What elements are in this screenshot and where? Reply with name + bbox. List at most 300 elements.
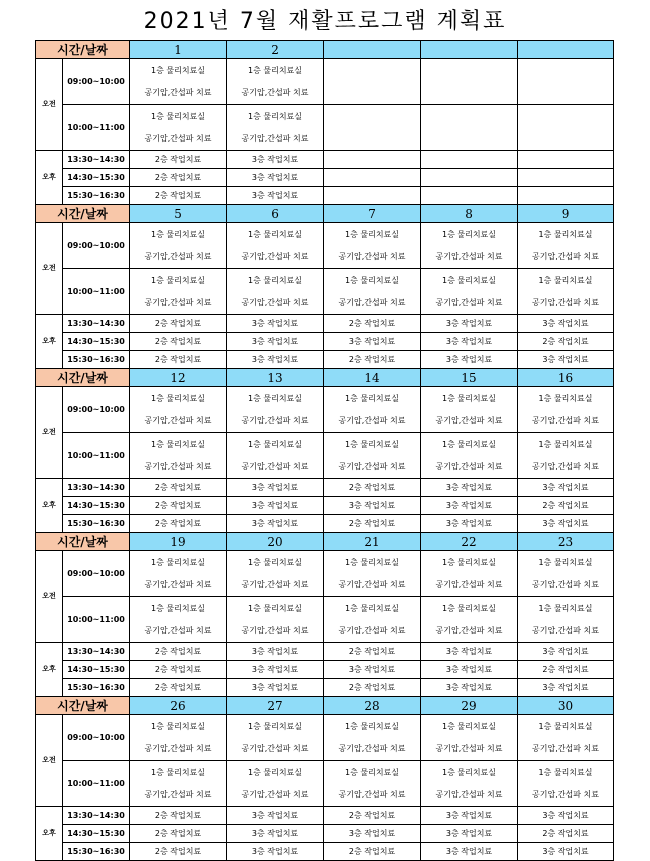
program-therapy: 공기압,간섭파 치료 [532,579,599,589]
program-therapy: 공기압,간섭파 치료 [338,297,406,307]
time-slot: 09:00~10:00 [63,59,130,105]
time-date-header: 시간/날짜 [36,369,130,387]
schedule-cell [130,387,227,433]
program-therapy: 공기압,간섭파 치료 [435,461,503,471]
date-cell: 12 [130,369,227,387]
program-room: 1층 물리치료실 [442,229,497,239]
morning-label: 오전 [36,715,63,807]
program-room: 1층 물리치료실 [248,603,303,613]
schedule-cell [324,223,421,269]
program-therapy: 공기압,간섭파 치료 [435,789,503,799]
program-room: 1층 물리치료실 [538,229,593,239]
schedule-cell [324,715,421,761]
program-room: 1층 물리치료실 [151,393,206,403]
morning-row [36,223,614,269]
time-date-header: 시간/날짜 [36,41,130,59]
afternoon-row [36,679,614,697]
schedule-cell: 3층 작업치료 [518,807,614,825]
schedule-cell: 3층 작업치료 [227,315,324,333]
schedule-cell [518,387,614,433]
schedule-cell [324,151,421,169]
program-therapy: 공기압,간섭파 치료 [338,461,406,471]
time-slot: 15:30~16:30 [63,351,130,369]
schedule-table [35,40,614,861]
program-room: 1층 물리치료실 [442,393,497,403]
schedule-cell [130,551,227,597]
program-room: 1층 물리치료실 [248,439,303,449]
date-cell: 28 [324,697,421,715]
program-therapy: 공기압,간섭파 치료 [241,461,309,471]
morning-row [36,59,614,105]
program-room: 1층 물리치료실 [151,65,206,75]
date-cell: 30 [518,697,614,715]
schedule-cell [518,269,614,315]
program-room: 1층 물리치료실 [538,767,593,777]
time-slot: 10:00~11:00 [63,597,130,643]
schedule-cell: 2층 작업치료 [130,825,227,843]
program-therapy: 공기압,간섭파 치료 [532,297,599,307]
time-slot: 10:00~11:00 [63,105,130,151]
time-slot: 15:30~16:30 [63,515,130,533]
program-room: 1층 물리치료실 [151,229,206,239]
schedule-cell [518,597,614,643]
schedule-cell [227,597,324,643]
morning-label: 오전 [36,223,63,315]
week-header-row [36,697,614,715]
afternoon-label: 오후 [36,643,63,697]
schedule-cell [518,433,614,479]
schedule-cell: 3층 작업치료 [421,315,518,333]
time-date-header: 시간/날짜 [36,533,130,551]
program-room: 1층 물리치료실 [442,767,497,777]
schedule-cell: 2층 작업치료 [518,825,614,843]
afternoon-label: 오후 [36,151,63,205]
schedule-cell: 3층 작업치료 [421,825,518,843]
program-therapy: 공기압,간섭파 치료 [241,789,309,799]
schedule-cell: 3층 작업치료 [421,497,518,515]
program-room: 1층 물리치료실 [345,721,400,731]
date-cell: 6 [227,205,324,223]
schedule-cell [130,597,227,643]
schedule-cell: 2층 작업치료 [324,351,421,369]
morning-label: 오전 [36,387,63,479]
schedule-cell [421,151,518,169]
schedule-cell [324,59,421,105]
program-therapy: 공기압,간섭파 치료 [144,789,212,799]
afternoon-row [36,643,614,661]
schedule-cell [518,715,614,761]
program-therapy: 공기압,간섭파 치료 [532,251,599,261]
program-room: 1층 물리치료실 [151,557,206,567]
morning-row [36,761,614,807]
schedule-cell: 3층 작업치료 [518,315,614,333]
schedule-cell [227,59,324,105]
schedule-cell: 3층 작업치료 [324,333,421,351]
schedule-cell [227,551,324,597]
schedule-cell [227,387,324,433]
schedule-cell: 3층 작업치료 [421,661,518,679]
program-room: 1층 물리치료실 [442,603,497,613]
program-room: 1층 물리치료실 [345,393,400,403]
schedule-cell [518,761,614,807]
schedule-cell [130,269,227,315]
schedule-cell [421,59,518,105]
schedule-cell [518,551,614,597]
date-cell: 29 [421,697,518,715]
schedule-cell [518,151,614,169]
time-slot: 14:30~15:30 [63,169,130,187]
schedule-cell [421,387,518,433]
schedule-cell [518,187,614,205]
time-date-header: 시간/날짜 [36,697,130,715]
schedule-cell [227,223,324,269]
program-room: 1층 물리치료실 [345,439,400,449]
program-room: 1층 물리치료실 [248,557,303,567]
schedule-cell [130,223,227,269]
time-date-header: 시간/날짜 [36,205,130,223]
date-cell: 23 [518,533,614,551]
time-slot: 13:30~14:30 [63,643,130,661]
schedule-cell: 3층 작업치료 [421,351,518,369]
schedule-cell: 2층 작업치료 [130,151,227,169]
week-header-row [36,205,614,223]
program-therapy: 공기압,간섭파 치료 [241,133,309,143]
program-therapy: 공기압,간섭파 치료 [144,461,212,471]
program-therapy: 공기압,간섭파 치료 [435,297,503,307]
schedule-cell: 2층 작업치료 [324,315,421,333]
afternoon-row [36,187,614,205]
afternoon-row [36,151,614,169]
program-therapy: 공기압,간섭파 치료 [338,415,406,425]
time-slot: 14:30~15:30 [63,497,130,515]
schedule-cell: 3층 작업치료 [227,515,324,533]
morning-label: 오전 [36,551,63,643]
time-slot: 15:30~16:30 [63,679,130,697]
program-therapy: 공기압,간섭파 치료 [435,579,503,589]
program-room: 1층 물리치료실 [538,557,593,567]
time-slot: 13:30~14:30 [63,315,130,333]
program-room: 1층 물리치료실 [248,721,303,731]
program-room: 1층 물리치료실 [345,767,400,777]
schedule-cell [324,187,421,205]
schedule-cell: 2층 작업치료 [324,479,421,497]
date-cell: 13 [227,369,324,387]
afternoon-row [36,351,614,369]
date-cell: 20 [227,533,324,551]
schedule-cell: 3층 작업치료 [227,497,324,515]
program-room: 1층 물리치료실 [248,229,303,239]
schedule-cell: 3층 작업치료 [227,333,324,351]
program-therapy: 공기압,간섭파 치료 [532,415,599,425]
program-room: 1층 물리치료실 [442,439,497,449]
program-room: 1층 물리치료실 [151,721,206,731]
program-room: 1층 물리치료실 [248,111,303,121]
afternoon-row [36,807,614,825]
date-cell: 7 [324,205,421,223]
schedule-cell: 2층 작업치료 [324,679,421,697]
date-cell: 14 [324,369,421,387]
afternoon-label: 오후 [36,315,63,369]
schedule-cell [421,597,518,643]
schedule-cell: 2층 작업치료 [130,479,227,497]
afternoon-row [36,661,614,679]
program-therapy: 공기압,간섭파 치료 [241,415,309,425]
schedule-cell: 3층 작업치료 [421,843,518,861]
schedule-cell: 2층 작업치료 [518,661,614,679]
afternoon-row [36,315,614,333]
schedule-cell: 2층 작업치료 [130,333,227,351]
time-slot: 14:30~15:30 [63,333,130,351]
program-room: 1층 물리치료실 [151,275,206,285]
date-cell: 27 [227,697,324,715]
program-room: 1층 물리치료실 [345,557,400,567]
schedule-cell [421,433,518,479]
schedule-cell: 3층 작업치료 [421,479,518,497]
schedule-cell [518,223,614,269]
program-room: 1층 물리치료실 [248,767,303,777]
date-cell: 22 [421,533,518,551]
program-room: 1층 물리치료실 [248,393,303,403]
schedule-cell: 3층 작업치료 [518,843,614,861]
program-room: 1층 물리치료실 [151,767,206,777]
schedule-cell: 2층 작업치료 [130,187,227,205]
schedule-cell [324,169,421,187]
schedule-cell [518,169,614,187]
time-slot: 10:00~11:00 [63,761,130,807]
schedule-cell [227,433,324,479]
program-room: 1층 물리치료실 [151,111,206,121]
date-cell [518,41,614,59]
program-room: 1층 물리치료실 [345,603,400,613]
morning-row [36,269,614,315]
schedule-cell: 3층 작업치료 [421,515,518,533]
time-slot: 13:30~14:30 [63,151,130,169]
schedule-cell: 2층 작업치료 [130,643,227,661]
schedule-cell: 2층 작업치료 [130,679,227,697]
program-room: 1층 물리치료실 [442,721,497,731]
morning-row [36,433,614,479]
afternoon-label: 오후 [36,807,63,861]
schedule-cell [324,761,421,807]
date-cell: 8 [421,205,518,223]
afternoon-row [36,479,614,497]
program-therapy: 공기압,간섭파 치료 [241,87,309,97]
program-therapy: 공기압,간섭파 치료 [338,251,406,261]
schedule-cell: 3층 작업치료 [324,497,421,515]
schedule-cell [324,269,421,315]
time-slot: 15:30~16:30 [63,187,130,205]
schedule-cell [324,551,421,597]
program-room: 1층 물리치료실 [151,439,206,449]
schedule-cell: 3층 작업치료 [518,351,614,369]
schedule-cell: 3층 작업치료 [421,807,518,825]
schedule-cell [227,761,324,807]
date-cell: 15 [421,369,518,387]
date-cell [324,41,421,59]
schedule-cell [421,187,518,205]
schedule-cell [227,715,324,761]
program-therapy: 공기압,간섭파 치료 [144,415,212,425]
program-therapy: 공기압,간섭파 치료 [532,743,599,753]
schedule-cell: 2층 작업치료 [324,843,421,861]
schedule-cell [518,59,614,105]
time-slot: 10:00~11:00 [63,269,130,315]
schedule-cell [421,269,518,315]
schedule-cell: 3층 작업치료 [421,643,518,661]
morning-row [36,715,614,761]
program-therapy: 공기압,간섭파 치료 [241,579,309,589]
program-therapy: 공기압,간섭파 치료 [435,743,503,753]
week-header-row [36,41,614,59]
program-room: 1층 물리치료실 [345,275,400,285]
morning-label: 오전 [36,59,63,151]
week-header-row [36,369,614,387]
schedule-cell [421,761,518,807]
schedule-cell: 3층 작업치료 [227,661,324,679]
schedule-cell: 3층 작업치료 [227,807,324,825]
page-title: 2021년 7월 재활프로그램 계획표 [143,9,507,34]
week-header-row [36,533,614,551]
schedule-cell [421,715,518,761]
schedule-cell [324,105,421,151]
schedule-cell: 2층 작업치료 [518,333,614,351]
schedule-cell: 3층 작업치료 [227,351,324,369]
program-therapy: 공기압,간섭파 치료 [144,133,212,143]
schedule-cell: 3층 작업치료 [227,187,324,205]
schedule-cell: 2층 작업치료 [130,807,227,825]
schedule-cell: 2층 작업치료 [130,351,227,369]
schedule-cell [324,433,421,479]
program-room: 1층 물리치료실 [442,275,497,285]
program-therapy: 공기압,간섭파 치료 [241,251,309,261]
program-therapy: 공기압,간섭파 치료 [338,625,406,635]
schedule-cell: 2층 작업치료 [130,843,227,861]
program-room: 1층 물리치료실 [345,229,400,239]
program-therapy: 공기압,간섭파 치료 [144,743,212,753]
program-therapy: 공기압,간섭파 치료 [532,625,599,635]
schedule-cell [421,169,518,187]
program-room: 1층 물리치료실 [538,721,593,731]
program-therapy: 공기압,간섭파 치료 [338,743,406,753]
schedule-cell: 3층 작업치료 [421,679,518,697]
morning-row [36,551,614,597]
time-slot: 10:00~11:00 [63,433,130,479]
schedule-cell: 3층 작업치료 [227,679,324,697]
program-therapy: 공기압,간섭파 치료 [144,625,212,635]
afternoon-row [36,169,614,187]
date-cell [421,41,518,59]
program-therapy: 공기압,간섭파 치료 [144,297,212,307]
schedule-cell [421,551,518,597]
schedule-cell: 3층 작업치료 [227,643,324,661]
date-cell: 19 [130,533,227,551]
date-cell: 5 [130,205,227,223]
date-cell: 16 [518,369,614,387]
schedule-cell: 3층 작업치료 [421,333,518,351]
morning-row [36,387,614,433]
program-room: 1층 물리치료실 [538,603,593,613]
schedule-cell: 2층 작업치료 [130,315,227,333]
program-therapy: 공기압,간섭파 치료 [532,461,599,471]
program-therapy: 공기압,간섭파 치료 [435,625,503,635]
time-slot: 09:00~10:00 [63,551,130,597]
program-room: 1층 물리치료실 [442,557,497,567]
date-cell: 2 [227,41,324,59]
schedule-cell: 2층 작업치료 [324,643,421,661]
schedule-cell: 2층 작업치료 [518,497,614,515]
time-slot: 15:30~16:30 [63,843,130,861]
morning-row [36,105,614,151]
schedule-cell: 3층 작업치료 [518,515,614,533]
schedule-cell: 3층 작업치료 [227,843,324,861]
program-therapy: 공기압,간섭파 치료 [144,251,212,261]
time-slot: 14:30~15:30 [63,825,130,843]
schedule-cell: 2층 작업치료 [324,515,421,533]
program-therapy: 공기압,간섭파 치료 [241,743,309,753]
afternoon-row [36,333,614,351]
schedule-cell: 2층 작업치료 [324,807,421,825]
program-room: 1층 물리치료실 [538,393,593,403]
date-cell: 26 [130,697,227,715]
afternoon-row [36,825,614,843]
schedule-cell: 2층 작업치료 [130,169,227,187]
schedule-cell [130,105,227,151]
program-therapy: 공기압,간섭파 치료 [241,297,309,307]
program-room: 1층 물리치료실 [248,275,303,285]
afternoon-label: 오후 [36,479,63,533]
afternoon-row [36,497,614,515]
schedule-cell: 3층 작업치료 [518,679,614,697]
schedule-cell: 3층 작업치료 [324,825,421,843]
program-therapy: 공기압,간섭파 치료 [144,579,212,589]
schedule-cell: 3층 작업치료 [227,169,324,187]
time-slot: 09:00~10:00 [63,387,130,433]
program-room: 1층 물리치료실 [151,603,206,613]
schedule-cell [130,715,227,761]
date-cell: 1 [130,41,227,59]
schedule-cell: 3층 작업치료 [227,151,324,169]
schedule-cell: 2층 작업치료 [130,661,227,679]
program-room: 1층 물리치료실 [248,65,303,75]
program-therapy: 공기압,간섭파 치료 [435,415,503,425]
time-slot: 13:30~14:30 [63,807,130,825]
schedule-cell [421,105,518,151]
program-therapy: 공기압,간섭파 치료 [435,251,503,261]
schedule-cell: 3층 작업치료 [227,825,324,843]
time-slot: 09:00~10:00 [63,715,130,761]
schedule-cell [130,59,227,105]
program-therapy: 공기압,간섭파 치료 [144,87,212,97]
schedule-cell: 2층 작업치료 [130,515,227,533]
schedule-cell: 2층 작업치료 [130,497,227,515]
schedule-cell [324,387,421,433]
time-slot: 13:30~14:30 [63,479,130,497]
schedule-cell [130,761,227,807]
date-cell: 9 [518,205,614,223]
schedule-cell [130,433,227,479]
program-room: 1층 물리치료실 [538,439,593,449]
schedule-cell [227,269,324,315]
time-slot: 14:30~15:30 [63,661,130,679]
program-therapy: 공기압,간섭파 치료 [338,579,406,589]
morning-row [36,597,614,643]
program-therapy: 공기압,간섭파 치료 [532,789,599,799]
program-therapy: 공기압,간섭파 치료 [338,789,406,799]
schedule-cell: 3층 작업치료 [227,479,324,497]
schedule-cell: 3층 작업치료 [324,661,421,679]
schedule-cell: 3층 작업치료 [518,479,614,497]
schedule-cell [421,223,518,269]
